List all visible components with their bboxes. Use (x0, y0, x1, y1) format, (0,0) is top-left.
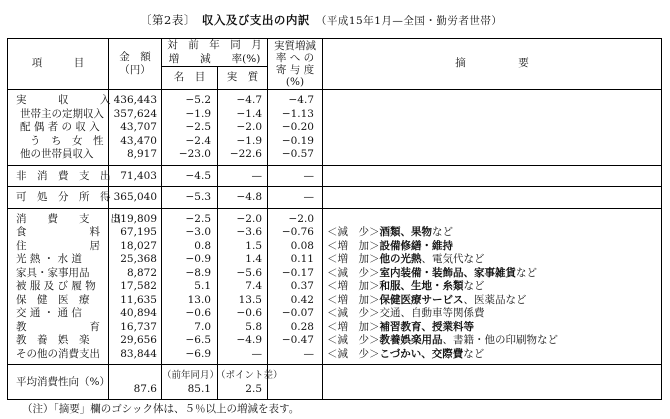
propensity-summary (323, 365, 662, 400)
summary-note: ＜減 少＞室内装備・装飾品、家事雑貨など (327, 266, 537, 279)
disposable-nominal: −5.3 (162, 187, 218, 209)
disposable-contribution: — (268, 187, 323, 209)
summary-note: ＜増 加＞保健医療サービス、医薬品など (327, 293, 527, 306)
consumption-item: 食 料 (16, 226, 100, 238)
nonconsumption-item: 非 消 費 支 出 (8, 165, 109, 187)
income-item: 配 偶 者 の 収 入 (20, 121, 100, 133)
propensity-amount: 87.6 (109, 365, 162, 400)
header-item: 項 目 (8, 39, 109, 90)
summary-note: ＜減 少＞こづかい、交際費など (327, 347, 485, 360)
nonconsumption-summary (323, 165, 662, 187)
income-item: 世帯主の定期収入 (20, 107, 104, 120)
header-amount: 金 額 （円） (109, 39, 162, 90)
consumption-item: 被 服 及 び 履 物 (16, 280, 96, 292)
table-number: 〔第2表〕 (140, 13, 196, 27)
disposable-real: −4.8 (218, 187, 268, 209)
consumption-item: 交 通 ・ 通 信 (16, 307, 82, 319)
disposable-summary (323, 187, 662, 209)
income-expenditure-table (7, 38, 662, 400)
income-summary (323, 90, 662, 166)
consumption-item: 教 育 (16, 320, 100, 333)
propensity-item: 平均消費性向（%） (8, 365, 109, 400)
nonconsumption-amount: 71,403 (109, 165, 162, 187)
nonconsumption-real: — (218, 165, 268, 187)
income-amounts: 436,443 357,624 43,707 43,470 8,917 (109, 90, 162, 166)
header-yoy: 対 前 年 同 月 増 減 率(%) (162, 39, 268, 67)
income-group (8, 90, 662, 166)
summary-note: ＜増 加＞他の光熱、電気代など (327, 253, 485, 265)
propensity-real: （ポイント差） 2.5 (218, 365, 268, 400)
income-nominal: −5.2 −1.9 −2.5 −2.4 −23.0 (162, 90, 218, 166)
income-real: −4.7 −1.4 −2.0 −1.9 −22.6 (218, 90, 268, 166)
summary-note: ＜減 少＞酒類、果物など (327, 226, 453, 238)
consumption-real: −2.0 −3.6 1.5 1.4 −5.6 7.4 13.5 −0.6 5.8 −4.9 — (218, 208, 268, 365)
header-summary: 摘 要 (323, 39, 662, 90)
header-contribution: 実質増減 率 へ の 寄 与 度 (%) (268, 39, 323, 90)
consumption-amounts: 319,809 67,195 18,027 25,368 8,872 17,582 11,635 40,894 16,737 29,656 83,844 (109, 208, 162, 365)
summary-note: ＜減 少＞教養娯楽用品、書籍・他の印刷物など (327, 334, 558, 346)
disposable-row (8, 187, 662, 209)
nonconsumption-nominal: −4.5 (162, 165, 218, 187)
header-nominal: 名 目 (162, 67, 218, 90)
footnote: （注）「摘要」欄のゴシック体は、５％以上の増減を表す。 (22, 403, 300, 415)
table-caption (140, 12, 502, 28)
income-contribution: −4.7 −1.13 −0.20 −0.19 −0.57 (268, 90, 323, 166)
consumption-item: 光 熱 ・ 水 道 (16, 253, 82, 265)
header-real: 実 質 (218, 67, 268, 90)
summary-note: ＜減 少＞交通、自動車等関係費 (327, 307, 485, 319)
consumption-item: 消 費 支 出 (16, 212, 121, 225)
consumption-item: 住 居 (16, 239, 100, 252)
income-item: う ち 女 性 (30, 134, 104, 147)
table-subtitle: （平成15年1月—全国・勤労者世帯） (315, 15, 503, 27)
header-row-1 (8, 39, 662, 67)
consumption-item: 保 健 医 療 (16, 293, 90, 306)
consumption-item: 家具・家事用品 (16, 266, 90, 279)
nonconsumption-contribution: — (268, 165, 323, 187)
propensity-nominal: （前年同月） 85.1 (162, 365, 218, 400)
summary-note: ＜増 加＞設備修繕・維持 (327, 239, 453, 252)
income-items (8, 90, 109, 166)
consumption-nominal: −2.5 −3.0 0.8 −0.9 −8.9 5.1 13.0 −0.6 7.0 −6.5 −6.9 (162, 208, 218, 365)
propensity-row (8, 365, 662, 400)
consumption-item: 教 養 娯 楽 (16, 334, 90, 346)
consumption-contribution: −2.0 −0.76 0.08 0.11 −0.17 0.37 0.42 −0.07 0.28 −0.47 — (268, 208, 323, 365)
income-item: 他の世帯員収入 (20, 148, 94, 160)
summary-note: ＜増 加＞和服、生地・糸類など (327, 280, 485, 292)
summary-note: ＜増 加＞補習教育、授業料等 (327, 320, 474, 333)
disposable-amount: 365,040 (109, 187, 162, 209)
table-title: 収入及び支出の内訳 (201, 13, 310, 27)
nonconsumption-row (8, 165, 662, 187)
income-item: 実 収 入 (16, 94, 111, 106)
disposable-item: 可 処 分 所 得 (8, 187, 109, 209)
consumption-summary (323, 208, 662, 365)
consumption-items (8, 208, 121, 365)
consumption-group (8, 208, 662, 365)
consumption-item: その他の消費支出 (16, 347, 100, 360)
